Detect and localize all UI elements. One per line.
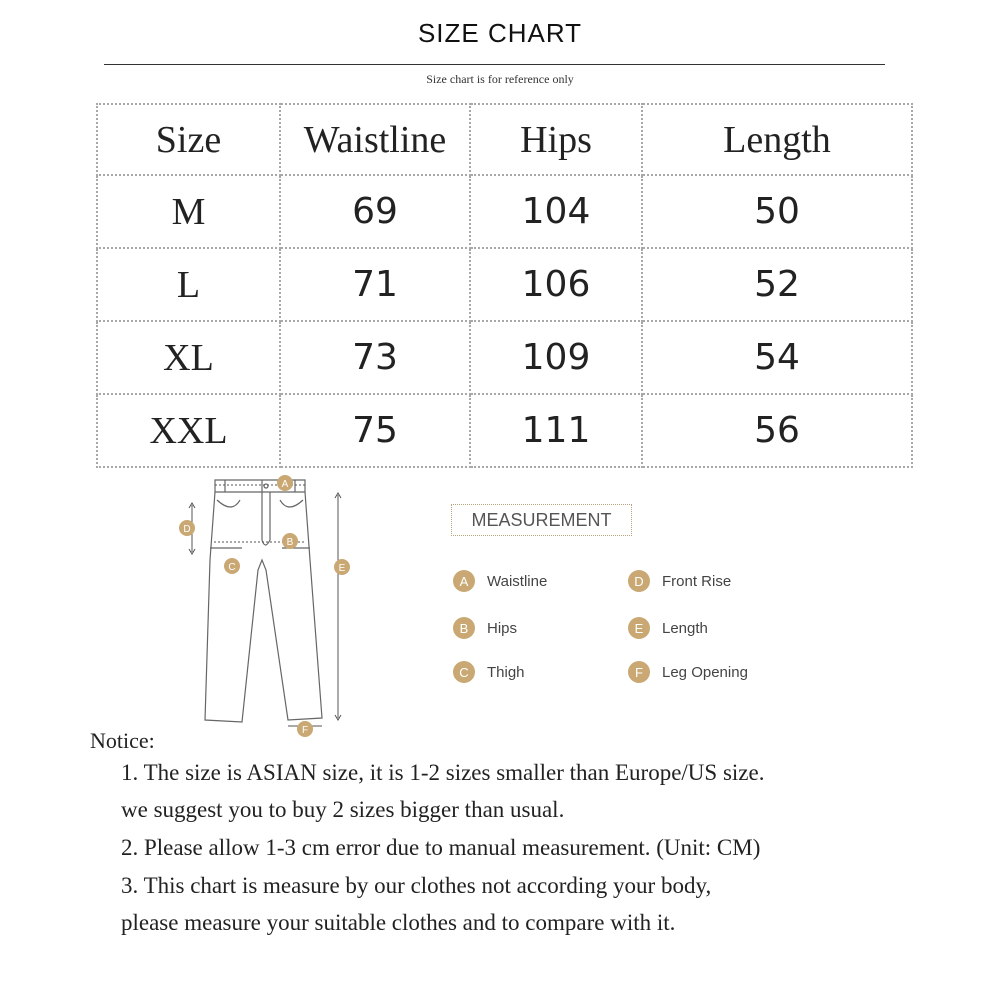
legend-label: Leg Opening: [662, 663, 748, 681]
cell-length: 56: [642, 394, 912, 467]
legend-item-hips: [453, 617, 517, 639]
page-title: SIZE CHART: [417, 18, 583, 48]
badge-a-icon: A: [453, 570, 475, 592]
notice-line: 3. This chart is measure by our clothes not according your body,: [121, 873, 712, 898]
page-subtitle: Size chart is for reference only: [426, 72, 574, 86]
legend-item-leg-opening: [628, 661, 748, 683]
cell-size: L: [97, 248, 280, 321]
cell-length: 50: [642, 175, 912, 248]
title-divider: [104, 64, 885, 65]
notice-line: please measure your suitable clothes and to compare with it.: [121, 910, 676, 935]
cell-size: M: [97, 175, 280, 248]
cell-waistline: 75: [280, 394, 470, 467]
badge-f-icon: F: [628, 661, 650, 683]
cell-hips: 109: [470, 321, 642, 394]
cell-length: 52: [642, 248, 912, 321]
cell-hips: 111: [470, 394, 642, 467]
marker-e-label: E: [338, 563, 346, 574]
marker-c-label: C: [228, 562, 236, 573]
pants-diagram: [170, 470, 370, 740]
cell-hips: 104: [470, 175, 642, 248]
measurement-title: MEASUREMENT: [451, 504, 632, 536]
badge-e-icon: E: [628, 617, 650, 639]
header-waistline: Waistline: [280, 104, 470, 175]
legend-label: Hips: [487, 619, 518, 637]
notice-title: Notice:: [90, 728, 155, 753]
cell-waistline: 73: [280, 321, 470, 394]
legend-label: Front Rise: [662, 572, 732, 590]
notice-line: we suggest you to buy 2 sizes bigger than usual.: [121, 797, 565, 822]
legend-label: Length: [662, 619, 708, 637]
marker-d-label: D: [183, 524, 191, 535]
header-hips: Hips: [470, 104, 642, 175]
cell-size: XXL: [97, 394, 280, 467]
header-length: Length: [642, 104, 912, 175]
notice-line: 2. Please allow 1-3 cm error due to manual measurement. (Unit: CM): [121, 835, 761, 860]
cell-size: XL: [97, 321, 280, 394]
notice-line: 1. The size is ASIAN size, it is 1-2 sizes smaller than Europe/US size.: [121, 760, 765, 785]
badge-d-icon: D: [628, 570, 650, 592]
cell-waistline: 71: [280, 248, 470, 321]
legend-item-length: [628, 617, 708, 639]
cell-hips: 106: [470, 248, 642, 321]
legend-item-front-rise: [628, 570, 731, 592]
table-row: [97, 394, 912, 467]
legend-label: Thigh: [487, 663, 525, 681]
table-row: [97, 321, 912, 394]
legend-item-waistline: [453, 570, 547, 592]
badge-c-icon: C: [453, 661, 475, 683]
badge-b-icon: B: [453, 617, 475, 639]
table-header-row: [97, 104, 912, 175]
marker-b-label: B: [286, 537, 294, 548]
table-row: [97, 175, 912, 248]
table-row: [97, 248, 912, 321]
cell-waistline: 69: [280, 175, 470, 248]
marker-f-label: F: [301, 725, 309, 736]
header-size: Size: [97, 104, 280, 175]
legend-item-thigh: [453, 661, 525, 683]
size-table: [96, 103, 913, 468]
cell-length: 54: [642, 321, 912, 394]
legend-label: Waistline: [487, 572, 548, 590]
marker-a-label: A: [281, 479, 289, 490]
